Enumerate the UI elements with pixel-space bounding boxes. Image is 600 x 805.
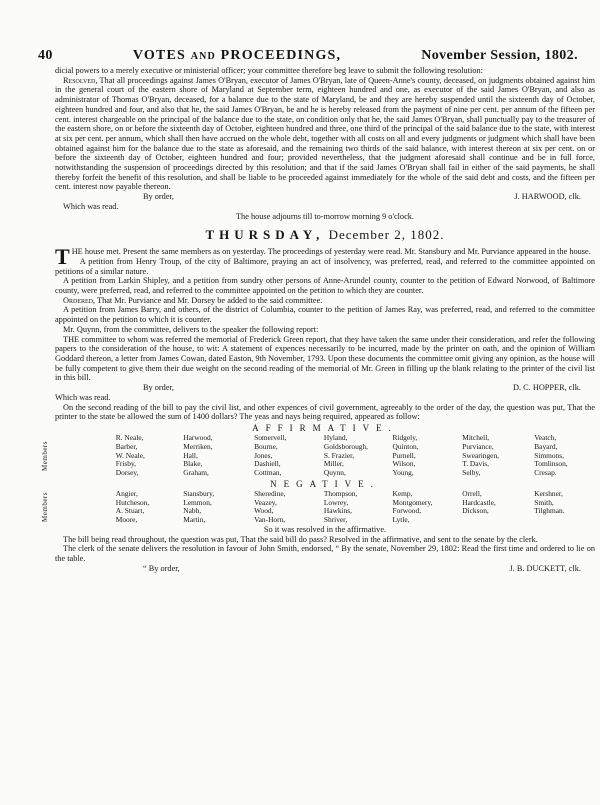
by-order: By order, <box>143 383 175 393</box>
order-paragraph <box>55 296 595 306</box>
member-name: R. Neale, <box>115 432 144 442</box>
member-name: Barber, <box>115 441 138 451</box>
day-date: December 2, 1802. <box>328 227 445 243</box>
clerk-signature: D. C. HOPPER, clk. <box>513 383 581 393</box>
member-name: W. Neale, <box>115 450 145 460</box>
clerk-signature: J. HARWOOD, clk. <box>514 192 581 202</box>
affirmative-table <box>55 434 595 478</box>
member-name: Selby, <box>462 468 481 478</box>
member-name: Bayard, <box>534 441 558 451</box>
member-name: Miller, <box>323 459 344 469</box>
member-name: Forwood, <box>392 506 422 516</box>
member-name: Veazey, <box>254 497 277 507</box>
negative-heading: NEGATIVE. <box>270 478 380 489</box>
member-name: Merriken, <box>183 441 213 451</box>
order-text: That Mr. Purviance and Mr. Dorsey be added to the said committee. <box>95 295 323 305</box>
member-name: A. Stuart, <box>115 506 145 516</box>
paragraph: A petition from Henry Troup, of the city of Baltimore, praying an act of insolvency, was preferred, read, and referred to the committee appointed on petitions of a similar nature. <box>55 256 595 276</box>
running-title: VOTES and PROCEEDINGS, <box>132 48 342 63</box>
ordered-label: Ordered, <box>63 295 96 305</box>
member-name <box>462 516 534 525</box>
member-name: Mitchell, <box>462 432 490 442</box>
affirmative-heading: AFFIRMATIVE. <box>252 422 398 433</box>
report-paragraph: THE committee to whom was referred the memorial of Frederick Green report, that they have taken the same under their consideration, and refer the following papers to the consideration of the house, to wit: A statement of expences necessarily to be incurred, made by the printer on oath, and the opinion of William Goddard thereon, a letter from James Cowan, dated Easton, 9th November, 1793. Upon these documents the committee omit giving any opinion, as the house will be fully competent to give them their due weight on the second reading of the memorial of Mr. Green in filling up the blank relating to the printer of the civil list in this bill. <box>55 334 595 383</box>
members-label-negative: Members <box>41 492 50 523</box>
member-name: Thompson, <box>323 488 358 498</box>
member-name: Simmons, <box>534 450 565 460</box>
member-name: Harwood, <box>183 432 213 442</box>
member-name: Goldsborough, <box>323 441 369 451</box>
member-name: Montgomery, <box>392 497 433 507</box>
member-name: Nabb, <box>183 506 202 516</box>
member-name: Dickson, <box>462 506 489 516</box>
member-name: Frisby, <box>115 459 137 469</box>
negative-rows <box>55 490 595 525</box>
paragraph: A petition from Larkin Shipley, and a petition from sundry other persons of Anne-Arundel county, counter to the petition of Edward Norwood, of Baltimore county, were preferred, read, and referred to the committee appointed on the petition to which they are counter. <box>55 276 595 296</box>
member-name: Wood, <box>254 506 274 516</box>
member-name: Veatch, <box>534 432 557 442</box>
adjournment-line: The house adjourns till to-morrow morning 9 o'clock. <box>235 211 414 221</box>
member-name: S. Frazier, <box>323 450 355 460</box>
member-name: Hardcastle, <box>462 497 496 507</box>
resolution-text: That all proceedings against James O'Bryan, executor of James O'Bryan, late of Queen-Anne's county, deceased, on judgments obtained against him in the general court of the eastern shore of Maryland at September term, eighteen hundred and one, as executor of the said James O'Bryan, and also as administrator of Thomas O'Bryan, deceased, for a balance due to the state of Maryland, be and they are hereby suspended until the sixteenth day of October, eighteen hundred and four, and also that he, the said James O'Bryan, be and he is hereby released from the payment of nine per cent. per annum of the fifteen per cent. interest chargeable on the principal of the balance due to the state, on condition only that he, the said James O'Bryan, shall punctually pay to the treasurer of the eastern shore, on or before the sixteenth day of October, eighteen hundred and three, one third of the principal of the said balance due to the state, with interest at six per cent. per annum, which shall then have accrued on the whole debt, together with all costs on all and every judgments or judgment which shall have been obtained against him for the balance due to the state as aforesaid, and the remaining two thirds of the said balance, with interest thereon at six per cent. on or before the sixteenth day of October, eighteen hundred and four; provided nevertheless, that the judgment aforesaid shall continue and be in full force, notwithstanding the suspension of proceedings directed by this resolution; and that if the said James O'Bryan shall fail in either of the said payments, he shall thereby forfeit the benefit of this resolution, and shall be liable to be proceeded against immediately for the whole of the said debt and costs, and the fifteen per cent. interest now payable thereon. <box>55 75 595 192</box>
page-number: 40 <box>38 48 53 63</box>
member-name: Swearingen, <box>462 450 499 460</box>
member-name: Young, <box>392 468 414 478</box>
member-name: Lowrey, <box>323 497 349 507</box>
affirmative-rows <box>55 434 595 478</box>
members-label-affirmative: Members <box>41 440 50 471</box>
day-word: THURSDAY, <box>205 227 325 243</box>
affirmative-vote-list <box>41 432 595 478</box>
member-name: Shriver, <box>323 515 348 525</box>
clerk-signature: J. B. DUCKETT, clk. <box>509 563 581 573</box>
member-name: Tilghman. <box>534 506 565 516</box>
member-name: Quinton, <box>392 441 419 451</box>
member-name: Hutcheson, <box>115 497 150 507</box>
member-name: Tomlinson, <box>534 459 568 469</box>
paragraph: The clerk of the senate delivers the resolution in favour of John Smith, endorsed, “ By the senate, November 29, 1802: Read the first time and ordered to lie on the table. <box>55 544 595 564</box>
vote-row <box>55 469 595 478</box>
member-name: Ridgely, <box>392 432 418 442</box>
paragraph: dicial powers to a merely executive or ministerial officer; your committee therefore beg leave to submit the following resolution: <box>55 66 483 75</box>
member-name: Van-Horn, <box>254 515 286 525</box>
paragraph-text: HE house met. Present the same members as on yesterday. The proceedings of yesterday were read. Mr. Stansbury and Mr. Purviance appeared in the house. <box>71 247 591 257</box>
by-order: “ By order, <box>143 563 180 573</box>
paragraph: Which was read. <box>63 201 119 211</box>
member-name: Lytle, <box>392 515 410 525</box>
member-name: Dorsey, <box>115 468 139 478</box>
member-name: Cresap. <box>534 468 557 478</box>
member-name: Stansbury, <box>183 488 215 498</box>
member-name: Wilson, <box>392 459 416 469</box>
by-order: By order, <box>143 192 175 202</box>
member-name: Purnell, <box>392 450 416 460</box>
resolved-label: Resolved, <box>63 75 98 85</box>
member-name: Dashiell, <box>254 459 281 469</box>
paragraph: Mr. Quynn, from the committee, delivers to the speaker the following report: <box>63 324 319 334</box>
signature-row <box>55 192 595 202</box>
member-name: Hyland, <box>323 432 348 442</box>
member-name: Lemmon, <box>183 497 212 507</box>
member-name: Hall, <box>183 450 198 460</box>
member-name: Hawkins, <box>323 506 352 516</box>
member-name: Orrell, <box>462 488 482 498</box>
paragraph: On the second reading of the bill to pay the civil list, and other expences of civil government, agreeably to the order of the day, the question was put, That the printer to the state be allowed the sum of 1400 dollars? The yeas and nays being required, appeared as follow: <box>55 402 595 422</box>
member-name: Martin, <box>183 515 206 525</box>
member-name: Cottman, <box>254 468 282 478</box>
drop-cap: T <box>55 244 70 270</box>
paragraph: Which was read. <box>55 392 111 402</box>
negative-table <box>55 490 595 525</box>
member-name: Kemp, <box>392 488 413 498</box>
member-name: Angier, <box>115 488 138 498</box>
signature-row <box>55 564 595 574</box>
vote-result: So it was resolved in the affirmative. <box>263 525 387 535</box>
negative-vote-list <box>41 488 595 525</box>
member-name: Kershner, <box>534 488 563 498</box>
page-body <box>41 66 595 574</box>
session-label: November Session, 1802. <box>421 48 578 63</box>
member-name: Blake, <box>183 459 203 469</box>
page-header <box>38 48 578 64</box>
member-name <box>534 516 595 525</box>
member-name: Bourne, <box>254 441 278 451</box>
day-heading <box>55 227 595 242</box>
member-name: Graham, <box>183 468 209 478</box>
paragraph: The bill being read throughout, the question was put, That the said bill do pass? Resolved in the affirmative, and sent to the senate by the clerk. <box>63 534 538 544</box>
resolution-paragraph <box>55 76 595 192</box>
member-name: Purviance, <box>462 441 494 451</box>
member-name: Smith, <box>534 497 554 507</box>
signature-row <box>55 383 595 393</box>
member-name: Moore, <box>115 515 138 525</box>
member-name: T. Davis, <box>462 459 490 469</box>
member-name: Jones, <box>254 450 273 460</box>
paragraph: A petition from James Barry, and others, of the district of Columbia, counter to the petition of James Ray, was preferred, read, and referred to the committee appointed on the petition to which it is counter. <box>55 305 595 325</box>
member-name: Sheredine, <box>254 488 286 498</box>
member-name: Quynn, <box>323 468 346 478</box>
vote-row <box>55 516 595 525</box>
member-name: Somervell, <box>254 432 287 442</box>
